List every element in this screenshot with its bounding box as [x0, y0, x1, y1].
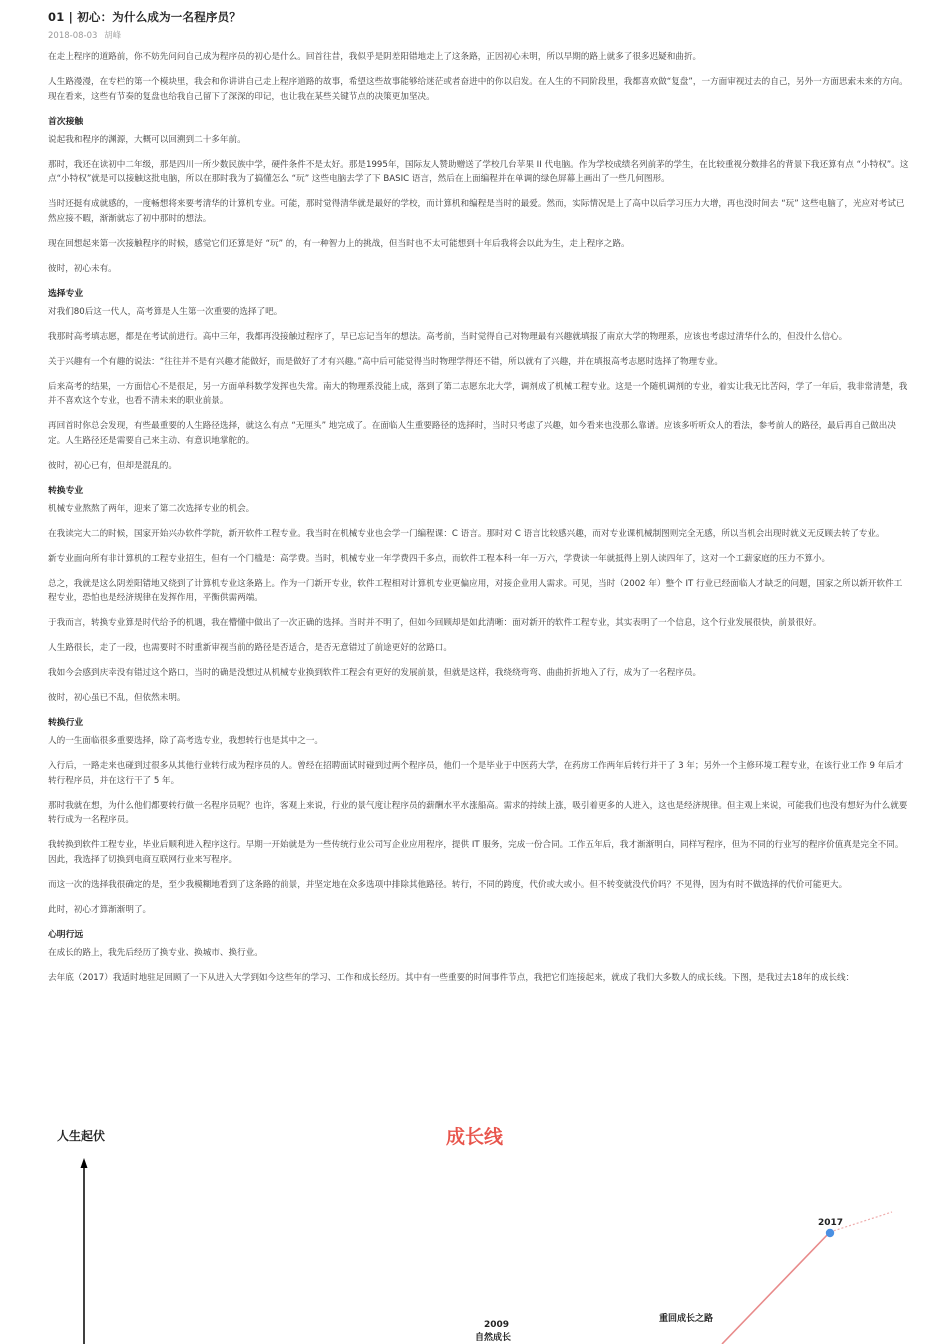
section-paragraph: 此时，初心才算渐渐明了。 — [48, 904, 152, 915]
section-paragraph: 我那时高考填志愿，都是在考试前进行。高中三年，我都再没接触过程序了，早已忘记当年的想法。高考前，当时觉得自己对物理最有兴趣就填报了南京大学的物理系，应该也考虑过清华什么的，但没什么信心。 — [48, 331, 848, 342]
author-name: 胡峰 — [104, 31, 122, 41]
article-body — [48, 50, 910, 986]
section-heading: 转换专业 — [48, 485, 84, 496]
section-paragraph: 人生路很长，走了一段，也需要时不时重新审视当前的路径是否适合，是否无意错过了前途更好的岔路口。 — [48, 643, 452, 654]
section-paragraph: 去年底（2017）我适时地驻足回顾了一下从进入大学到如今这些年的学习、工作和成长经历。其中有一些重要的时间事件节点，我把它们连接起来，就成了我们大多数人的成长线。下图，是我过去18年的成长线： — [48, 972, 855, 983]
back-on-track-label: 重回成长之路 — [659, 1314, 714, 1324]
section-paragraph: 入行后，一路走来也碰到过很多从其他行业转行成为程序员的人。曾经在招聘面试时碰到过两个程序员，他们一个是毕业于中医药大学，在药房工作两年后转行并干了 3 年；另外一个主修环境工程专业，在该行业工作 9 年后才转行程序员，并在这行干了 5 年。 — [48, 761, 904, 786]
section-heading: 转换行业 — [48, 718, 84, 729]
publish-date: 2018-08-03 — [48, 31, 98, 41]
point-2009-label: 自然成长 — [475, 1333, 512, 1343]
section-paragraph: 我转换到软件工程专业，毕业后顺利进入程序这行。早期一开始就是为一些传统行业公司写企业应用程序，提供 IT 服务，完成一份合同。工作五年后，我才渐渐明白，同样写程序，但为不同的行业写的程序价值真是完全不同。因此，我选择了切换到电商互联网行业来写程序。 — [48, 840, 904, 865]
intro-paragraph: 在走上程序的道路前，你不妨先问问自己成为程序员的初心是什么。回首往昔，我似乎是阴差阳错地走上了这条路，正因初心未明，所以早期的路上就多了很多迟疑和曲折。 — [48, 52, 702, 62]
section-paragraph: 我如今会感到庆幸没有错过这个路口，当时的确是没想过从机械专业换到软件工程会有更好的发展前景，但就是这样，我绕绕弯弯、曲曲折折地入了行，成为了一名程序员。 — [48, 668, 702, 679]
figure-title: 成长线 — [446, 1126, 504, 1148]
section-paragraph: 在成长的路上，我先后经历了换专业、换城市、换行业。 — [48, 947, 263, 958]
point-2017-label: 2017 — [818, 1218, 844, 1228]
y-axis-label: 人生起伏 — [57, 1129, 106, 1143]
section-paragraph: 后来高考的结果，一方面信心不是很足，另一方面单科数学发挥也失常。南大的物理系没能上成，落到了第二志愿东北大学，调剂成了机械工程专业。这是一个随机调剂的专业，着实让我无比苦闷，学了一年后，我非常清楚，我并不喜欢这个专业，也看不清未来的职业前景。 — [48, 381, 908, 407]
section-paragraph: 当时还挺有成就感的，一度畅想将来要考清华的计算机专业。可能，那时觉得清华就是最好的学校，而计算机和编程是当时的最爱。然而，实际情况是上了高中以后学习压力大增，再也没时间去 “玩” 这些电脑了，光应对考试已然应接不暇，渐渐就忘了初中那时的想法。 — [48, 199, 905, 224]
section-paragraph: 在我读完大二的时候，国家开始兴办软件学院，新开软件工程专业。我当时在机械专业也会学一门编程课：C 语言。那时对 C 语言比较感兴趣，而对专业课机械制图则完全无感，所以当机会出现时就义无反顾去转了专业。 — [48, 528, 885, 539]
article-title: 01 | 初心：为什么成为一名程序员？ — [48, 10, 242, 24]
section-paragraph: 新专业面向所有非计算机的工程专业招生，但有一个门槛是：高学费。当时，机械专业一年学费四千多点，而软件工程本科一年一万六，学费读一年就抵得上别人读四年了，这对一个工薪家庭的压力不算小。 — [48, 553, 831, 564]
section-paragraph: 彼时，初心未有。 — [48, 263, 117, 274]
section-paragraph: 于我而言，转换专业算是时代给予的机遇，我在懵懂中做出了一次正确的选择。当时并不明了，但如今回顾却是如此清晰：面对新开的软件工程专业，其实表明了一个信息，这个行业发展很快，前景很好。 — [48, 618, 822, 629]
section-paragraph: 再回首时你总会发现，有些最重要的人生路径选择，就这么有点 “无厘头” 地完成了。在面临人生重要路径的选择时，当时只考虑了兴趣，如今看来也没那么靠谱。应该多听听众人的看法，参考前人的路径，最后再自己做出决定。人生路径还是需要自己来主动、有意识地掌舵的。 — [48, 421, 896, 446]
section-paragraph: 总之，我就是这么阴差阳错地又绕到了计算机专业这条路上。作为一门新开专业，软件工程相对计算机专业更偏应用，对接企业用人需求。可见，当时（2002 年）整个 IT 行业已经面临人才缺乏的问题，国家之所以新开软件工程专业，恐怕也是经济规律在发挥作用，平衡供需两端。 — [48, 578, 903, 604]
section-paragraph: 现在回想起来第一次接触程序的时候，感觉它们还算是好 “玩” 的，有一种智力上的挑战，但当时也不太可能想到十年后我将会以此为生，走上程序之路。 — [48, 238, 630, 249]
section-paragraph: 关于兴趣有一个有趣的说法：“往往并不是有兴趣才能做好，而是做好了才有兴趣。”高中后可能觉得当时物理学得还不错，所以就有了兴趣，并在填报高考志愿时选择了物理专业。 — [48, 356, 723, 367]
section-paragraph: 对我们80后这一代人，高考算是人生第一次重要的选择了吧。 — [48, 306, 283, 317]
section-paragraph: 彼时，初心虽已不乱，但依然未明。 — [48, 693, 186, 704]
section-paragraph: 机械专业熬熬了两年，迎来了第二次选择专业的机会。 — [48, 503, 255, 514]
section-paragraph: 人的一生面临很多重要选择，除了高考选专业，我想转行也是其中之一。 — [48, 736, 324, 747]
section-heading: 选择专业 — [48, 288, 84, 299]
article — [48, 8, 910, 996]
growth-line-segment — [722, 1232, 830, 1344]
section-paragraph: 那时我就在想，为什么他们都要转行做一名程序员呢？也许，客观上来说，行业的景气度让程序员的薪酬水平水涨船高。需求的持续上涨，吸引着更多的人进入，这也是经济规律。但主观上来说，可能我们也没有想好为什么就要转行成为一名程序员。 — [48, 800, 908, 826]
growth-line-chart — [48, 1108, 910, 1344]
y-axis-arrow — [81, 1158, 88, 1168]
section-paragraph: 而这一次的选择我很确定的是，至少我模糊地看到了这条路的前景，并坚定地在众多选项中排除其他路径。转行，不同的跨度，代价或大或小。但不转变就没代价吗？不见得，因为有时不做选择的代价可能更大。 — [48, 879, 848, 890]
growth-line-figure — [48, 1108, 910, 1344]
article-meta — [48, 30, 910, 42]
point-2009-year: 2009 — [484, 1320, 510, 1330]
section-heading: 心明行远 — [48, 929, 84, 940]
intro-paragraph: 人生路漫漫，在专栏的第一个模块里，我会和你讲讲自己走上程序道路的故事，希望这些故事能够给迷茫或者奋进中的你以启发。在人生的不同阶段里，我都喜欢做“复盘”，一方面审视过去的自己，另外一方面思索未来的方向。现在看来，这些有节奏的复盘也给我自己留下了深深的印记，也让我在某些关键节点的决策更加坚决。 — [48, 76, 908, 102]
section-paragraph: 那时，我还在读初中二年级，那是四川一所少数民族中学，硬件条件不是太好。那是1995年，国际友人赞助赠送了学校几台苹果 II 代电脑。作为学校成绩名列前茅的学生，在比较重视分数排名的背景下我还算有点 “小特权”。这点“小特权”就是可以接触这批电脑，所以在那时我为了搞懂怎么 “玩” 这些电脑去学了下 BASIC 语言，然后在上面编程并在单调的绿色屏幕上画出了一些几何图形。 — [48, 159, 909, 185]
section-heading: 首次接触 — [48, 116, 84, 127]
section-paragraph: 彼时，初心已有，但却是混乱的。 — [48, 460, 177, 471]
point-2017 — [826, 1229, 834, 1237]
section-paragraph: 说起我和程序的渊源，大概可以回溯到二十多年前。 — [48, 134, 246, 145]
